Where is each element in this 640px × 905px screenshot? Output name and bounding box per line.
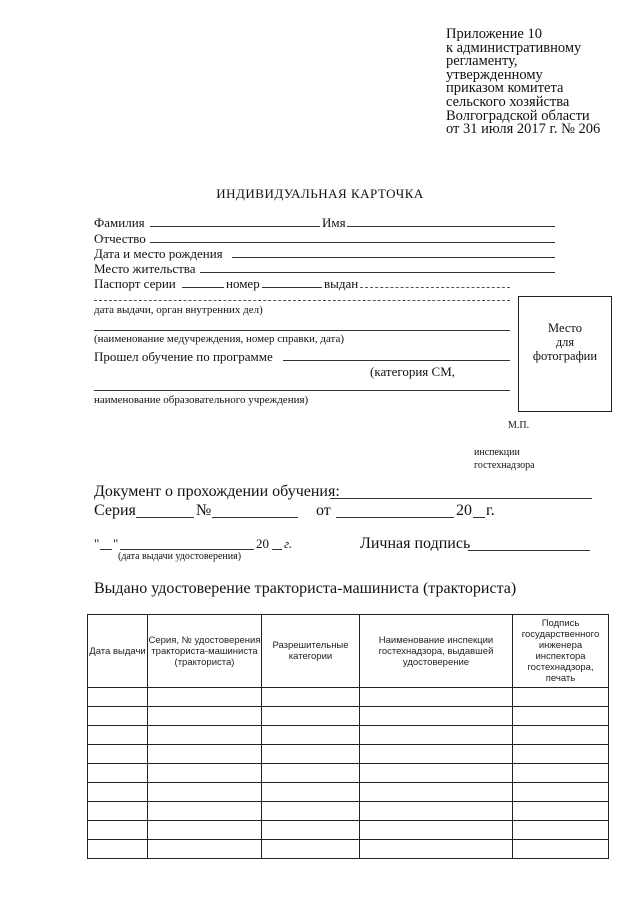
table-header-cell: Разрешительные категории bbox=[262, 615, 360, 688]
training-doc-year-suffix: г. bbox=[486, 502, 495, 519]
training-doc-from-label: от bbox=[316, 502, 331, 519]
signature-field[interactable] bbox=[468, 550, 590, 551]
page-title: ИНДИВИДУАЛЬНАЯ КАРТОЧКА bbox=[216, 186, 424, 201]
table-row[interactable] bbox=[88, 802, 609, 821]
birth-field[interactable] bbox=[232, 257, 555, 258]
training-doc-number-label: № bbox=[196, 502, 212, 519]
issue-year-suffix: г. bbox=[284, 536, 293, 551]
training-doc-year-field[interactable] bbox=[473, 517, 485, 518]
appendix-line: Волгоградской области bbox=[446, 107, 590, 124]
table-row[interactable] bbox=[88, 764, 609, 783]
appendix-header bbox=[446, 28, 600, 137]
training-field[interactable] bbox=[283, 360, 510, 361]
table-row[interactable] bbox=[88, 745, 609, 764]
table-row[interactable] bbox=[88, 688, 609, 707]
name-label: Имя bbox=[322, 215, 346, 230]
school-caption: наименование образовательного учреждения) bbox=[94, 394, 309, 406]
issue-caption: дата выдачи, орган внутренних дел) bbox=[94, 304, 263, 316]
table-header-row bbox=[88, 615, 609, 688]
issue-quote-close: " bbox=[113, 536, 119, 551]
patronymic-label: Отчество bbox=[94, 231, 146, 246]
table-header-cell: Наименование инспекции гостехнадзора, выдавшей удостоверение bbox=[360, 615, 513, 688]
appendix-line: от 31 июля 2017 г. № 206 bbox=[446, 121, 601, 138]
surname-field[interactable] bbox=[150, 226, 320, 227]
stamp-inspection: инспекции bbox=[474, 447, 520, 458]
training-label: Прошел обучение по программе bbox=[94, 349, 273, 364]
surname-label: Фамилия bbox=[94, 215, 145, 230]
photo-line: фотографии bbox=[532, 349, 598, 363]
photo-line: Место bbox=[548, 321, 582, 335]
table-header-cell: Подпись государственного инженера инспектора гостехнадзора, печать bbox=[513, 615, 609, 688]
patronymic-field[interactable] bbox=[150, 242, 555, 243]
passport-number-label: номер bbox=[226, 276, 260, 291]
birth-label: Дата и место рождения bbox=[94, 246, 223, 261]
training-doc-date-field[interactable] bbox=[336, 517, 454, 518]
stamp-inspection: гостехнадзора bbox=[474, 460, 535, 471]
appendix-line: утвержденному bbox=[446, 66, 543, 83]
certificates-table bbox=[87, 614, 609, 859]
signature-label: Личная подпись bbox=[360, 535, 471, 552]
issue-date-caption: (дата выдачи удостоверения) bbox=[118, 551, 242, 562]
issue-year-field[interactable] bbox=[272, 549, 282, 550]
certificate-heading: Выдано удостоверение тракториста-машиниста (тракториста) bbox=[94, 580, 517, 597]
table-header-cell: Серия, № удостоверения тракториста-машиниста (тракториста) bbox=[148, 615, 262, 688]
table-header-cell: Дата выдачи bbox=[88, 615, 148, 688]
photo-line: для bbox=[555, 335, 575, 349]
table-row[interactable] bbox=[88, 783, 609, 802]
medical-caption: (наименование медучреждения, номер справки, дата) bbox=[94, 333, 345, 345]
passport-series-label: Паспорт серии bbox=[94, 276, 176, 291]
training-doc-field[interactable] bbox=[330, 498, 592, 499]
passport-number-field[interactable] bbox=[262, 287, 322, 288]
training-doc-number-field[interactable] bbox=[212, 517, 298, 518]
residence-label: Место жительства bbox=[94, 261, 196, 276]
issue-day-field[interactable] bbox=[100, 549, 112, 550]
appendix-line: к административному bbox=[446, 39, 582, 56]
training-doc-label: Документ о прохождении обучения: bbox=[94, 483, 340, 500]
school-field[interactable] bbox=[94, 390, 510, 391]
stamp-mp: М.П. bbox=[508, 420, 530, 431]
table-row[interactable] bbox=[88, 707, 609, 726]
training-doc-series-label: Серия bbox=[94, 502, 136, 519]
passport-series-field[interactable] bbox=[182, 287, 224, 288]
photo-placeholder bbox=[518, 296, 612, 412]
table-row[interactable] bbox=[88, 821, 609, 840]
appendix-line: регламенту, bbox=[446, 53, 518, 70]
issued-by-field[interactable] bbox=[94, 300, 510, 301]
appendix-line: сельского хозяйства bbox=[446, 93, 570, 110]
residence-field[interactable] bbox=[200, 272, 555, 273]
training-doc-series-field[interactable] bbox=[136, 517, 194, 518]
medical-field[interactable] bbox=[94, 330, 510, 331]
table-row[interactable] bbox=[88, 840, 609, 859]
training-doc-year-prefix: 20 bbox=[456, 502, 472, 519]
issue-quote-open: " bbox=[94, 536, 100, 551]
category-sm-label: (категория СМ, bbox=[370, 364, 456, 379]
passport-issued-label: выдан bbox=[324, 276, 359, 291]
passport-issued-field[interactable] bbox=[360, 287, 510, 288]
table-row[interactable] bbox=[88, 726, 609, 745]
issue-month-field[interactable] bbox=[120, 549, 254, 550]
name-field[interactable] bbox=[347, 226, 555, 227]
issue-year-prefix: 20 bbox=[256, 536, 269, 551]
appendix-line: Приложение 10 bbox=[446, 26, 542, 42]
appendix-line: приказом комитета bbox=[446, 80, 564, 97]
